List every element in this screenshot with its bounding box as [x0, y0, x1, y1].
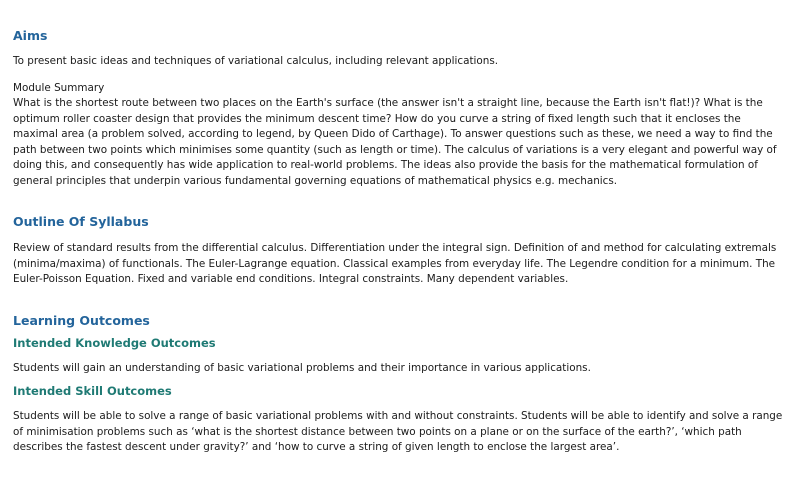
aims-text: To present basic ideas and techniques of variational calculus, including relevant applications. [13, 55, 499, 67]
syllabus-heading: Outline Of Syllabus [13, 214, 149, 229]
skill-outcomes-text: Students will be able to solve a range of basic variational problems with and without constraints. Students will be able to identify and solve a range of minimisation problems such as ‘what is the shortest distance between two points on a plane or on the surface of the earth?’, ‘which path describes the fastest descent under gravity?’ and ‘how to curve a string of given length to enclose the largest area’. [13, 410, 783, 453]
syllabus-section [13, 214, 788, 288]
learning-outcomes-section [13, 313, 788, 456]
learning-outcomes-heading: Learning Outcomes [13, 312, 150, 328]
aims-heading: Aims [13, 28, 48, 43]
syllabus-text: Review of standard results from the differential calculus. Differentiation under the integral sign. Definition of and method for calculating extremals (minima/maxima) of functionals. The Euler-Lagrange equation. Classical examples from everyday life. The Legendre condition for a minimum. The Euler-Poisson Equation. Fixed and variable end conditions. Integral constraints. Many dependent variables. [13, 242, 777, 285]
aims-section [13, 28, 788, 189]
module-summary-label: Module Summary [13, 81, 105, 94]
knowledge-outcomes-heading: Intended Knowledge Outcomes [13, 335, 216, 350]
module-summary-text: What is the shortest route between two places on the Earth's surface (the answer isn't a straight line, because the Earth isn't flat!)? What is the optimum roller coaster design that provides the minimum descent time? How do you curve a string of fixed length such that it encloses the maximal area (a problem solved, according to legend, by Queen Dido of Carthage). To answer questions such as these, we need a way to find the path between two points which minimises some quantity (such as length or time). The calculus of variations is a very elegant and powerful way of doing this, and consequently has wide application to real-world problems. The ideas also provide the basis for the mathematical formulation of general principles that underpin various fundamental governing equations of mathematical physics e.g. mechanics. [13, 97, 777, 187]
skill-outcomes-heading: Intended Skill Outcomes [13, 384, 172, 398]
knowledge-outcomes-text: Students will gain an understanding of basic variational problems and their importance in various applications. [13, 361, 591, 374]
